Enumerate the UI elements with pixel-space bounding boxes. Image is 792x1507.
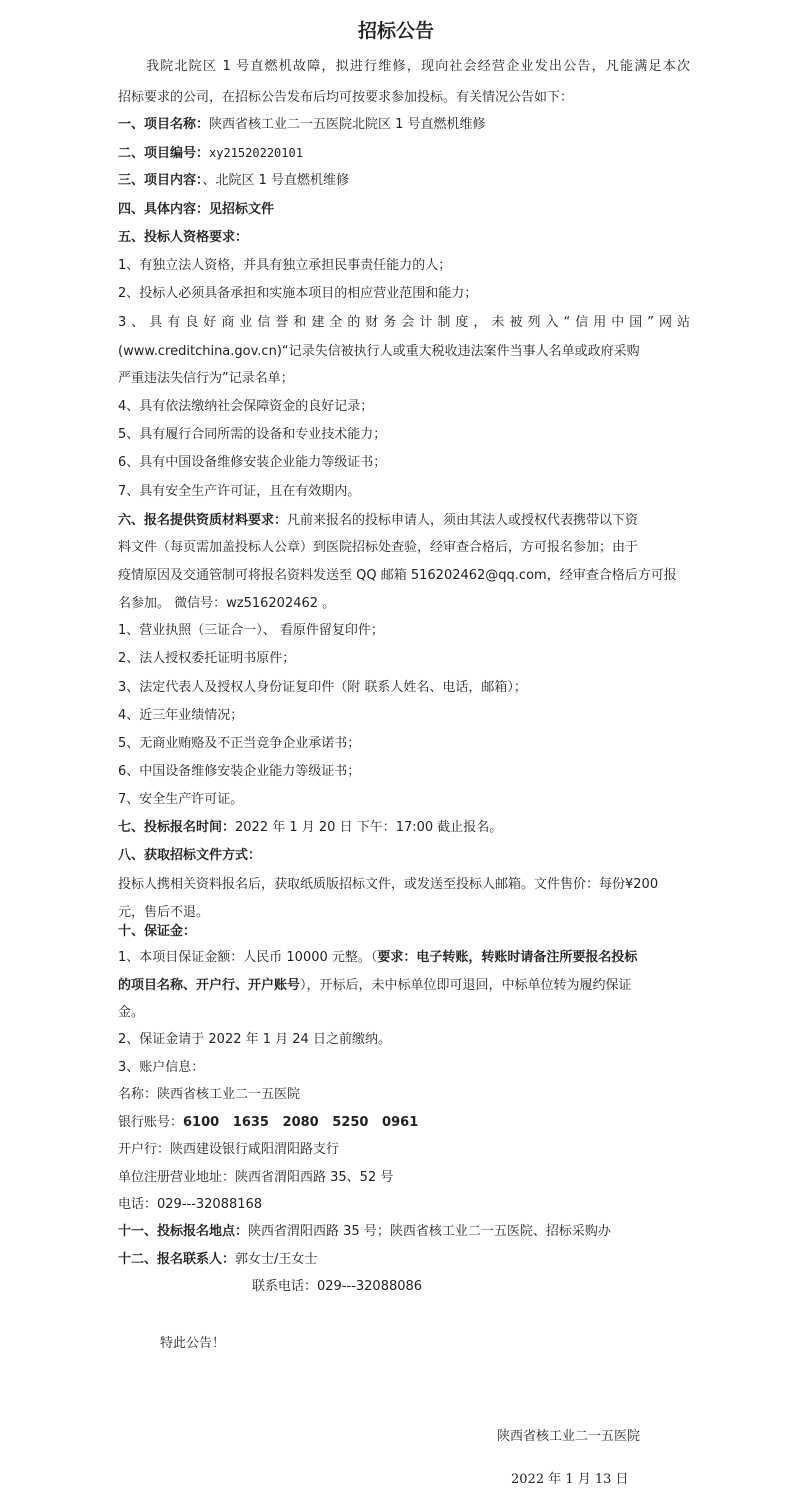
deposit-line: 的项目名称、开户行、开户账号），开标后，未中标单位即可退回，中标单位转为履约保证 — [118, 978, 632, 993]
deposit-deadline: 2、保证金请于 2022 年 1 月 24 日之前缴纳。 — [118, 1032, 391, 1047]
qualification-item: 1、有独立法人资格，并具有独立承担民事责任能力的人； — [118, 258, 452, 273]
section-4 — [118, 196, 690, 223]
material-item: 5、无商业贿赂及不正当竞争企业承诺书； — [118, 736, 361, 751]
section-12 — [118, 1246, 690, 1273]
signature-date: 2022 年 1 月 13 日 — [511, 1472, 629, 1487]
signature-organization: 陕西省核工业二一五医院 — [497, 1429, 641, 1444]
contact-persons: 郭女士/王女士 — [235, 1252, 318, 1267]
qualification-item: 2、投标人必须具备承担和实施本项目的相应营业范围和能力； — [118, 286, 478, 301]
section-6-text: 料文件（每页需加盖投标人公章）到医院招标处查验，经审查合格后，方可报名参加；由于 — [118, 540, 639, 555]
section-5 — [118, 224, 690, 251]
registered-address: 单位注册营业地址：陕西省渭阳西路 35、52 号 — [118, 1170, 394, 1185]
section-6-text: 凡前来报名的投标申请人，须由其法人或授权代表携带以下资 — [287, 513, 639, 528]
bank-name: 开户行：陕西建设银行咸阳渭阳路支行 — [118, 1142, 340, 1157]
material-item: 6、中国设备维修安装企业能力等级证书； — [118, 764, 361, 779]
section-6-text: 疫情原因及交通管制可将报名资料发送至 QQ 邮箱 516202462@qq.com，经审查合格后方可报 — [118, 568, 677, 583]
project-content: 、北院区 1 号直燃机维修 — [202, 173, 350, 188]
intro-line-2: 招标要求的公司，在招标公告发布后均可按要求参加投标。有关情况公告如下： — [118, 90, 574, 105]
account-name: 名称：陕西省核工业二一五医院 — [118, 1087, 301, 1102]
section-6 — [118, 507, 690, 534]
section-10 — [118, 918, 690, 945]
section-3-label: 三、项目内容： — [118, 173, 203, 188]
section-2-label: 二、项目编号： — [118, 146, 210, 161]
section-8-text: 元，售后不退。 — [118, 905, 210, 920]
section-7-label: 七、投标报名时间： — [118, 820, 236, 835]
contact-phone: 电话：029---32088168 — [118, 1197, 263, 1212]
account-info-heading: 3、账户信息： — [118, 1060, 205, 1075]
section-3 — [118, 167, 690, 194]
qualification-item: 严重违法失信行为”记录名单； — [118, 371, 294, 386]
section-7 — [118, 814, 690, 841]
section-8-label: 八、获取招标文件方式： — [118, 848, 262, 863]
page-title: 招标公告 — [357, 20, 434, 42]
section-4-label: 四、具体内容：见招标文件 — [118, 202, 275, 217]
section-1 — [118, 111, 690, 138]
material-item: 2、法人授权委托证明书原件； — [118, 651, 296, 666]
section-12-label: 十二、报名联系人： — [118, 1252, 236, 1267]
deposit-line: 1、本项目保证金额：人民币 10000 元整。（要求：电子转账，转账时请备注所要报名投标 — [118, 950, 638, 965]
material-item: 1、营业执照（三证合一）、 看原件留复印件； — [118, 623, 384, 638]
qualification-item: (www.creditchina.gov.cn)“记录失信被执行人或重大税收违法案件当事人名单或政府采购 — [118, 344, 640, 359]
section-8-text: 投标人携相关资料报名后，获取纸质版招标文件，或发送至投标人邮箱。文件售价：每份¥200 — [118, 877, 659, 892]
section-5-label: 五、投标人资格要求： — [118, 230, 249, 245]
section-8 — [118, 842, 690, 869]
bank-account: 银行账号：6100 1635 2080 5250 0961 — [118, 1115, 419, 1130]
material-item: 4、近三年业绩情况； — [118, 708, 244, 723]
deposit-line: 金。 — [118, 1005, 145, 1020]
qualification-item: 5、具有履行合同所需的设备和专业技术能力； — [118, 427, 387, 442]
project-name: 陕西省核工业二一五医院北院区 1 号直燃机维修 — [209, 117, 486, 132]
section-6-label: 六、报名提供资质材料要求： — [118, 513, 288, 528]
section-10-label: 十、保证金： — [118, 924, 197, 939]
material-item: 3、法定代表人及授权人身份证复印件（附 联系人姓名、电话，邮箱）； — [118, 680, 527, 695]
bank-account-number: 6100 1635 2080 5250 0961 — [183, 1115, 419, 1130]
qualification-item: 3、具有良好商业信誉和建全的财务会计制度，未被列入“信用中国”网站 — [118, 315, 690, 330]
section-2 — [118, 140, 690, 167]
closing-remark: 特此公告！ — [160, 1336, 226, 1351]
qualification-item: 4、具有依法缴纳社会保障资金的良好记录； — [118, 399, 374, 414]
qualification-item: 6、具有中国设备维修安装企业能力等级证书； — [118, 455, 387, 470]
deposit-requirement: 要求：电子转账，转账时请备注所要报名投标 — [377, 950, 638, 965]
section-1-label: 一、项目名称： — [118, 117, 210, 132]
contact-telephone: 联系电话：029---32088086 — [252, 1279, 423, 1294]
registration-location: 陕西省渭阳西路 35 号；陕西省核工业二一五医院、招标采购办 — [248, 1224, 611, 1239]
deposit-requirement: 的项目名称、开户行、开户账号 — [118, 978, 301, 993]
registration-deadline: 2022 年 1 月 20 日 下午：17:00 截止报名。 — [235, 820, 503, 835]
project-number: xy21520220101 — [209, 146, 303, 160]
section-11-label: 十一、投标报名地点： — [118, 1224, 249, 1239]
qualification-item: 7、具有安全生产许可证，且在有效期内。 — [118, 484, 361, 499]
intro-line-1: 我院北院区 1 号直燃机故障，拟进行维修，现向社会经营企业发出公告，凡能满足本次 — [146, 59, 690, 74]
section-6-text: 名参加。 微信号：wz516202462 。 — [118, 596, 336, 611]
section-11 — [118, 1218, 690, 1245]
material-item: 7、安全生产许可证。 — [118, 792, 244, 807]
